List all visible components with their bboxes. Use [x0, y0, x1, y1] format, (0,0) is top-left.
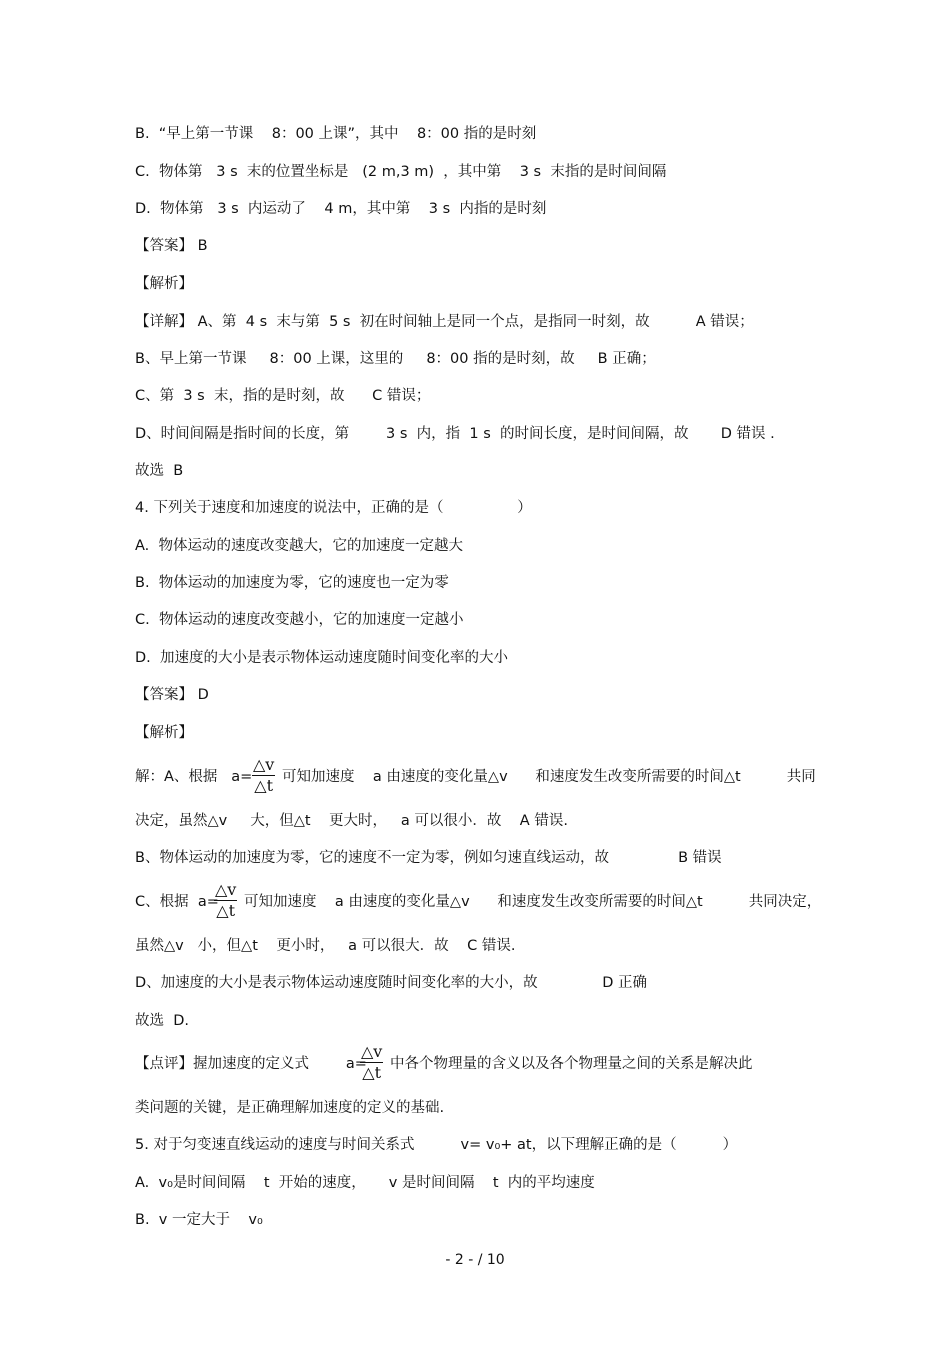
comment-post: 中各个物理量的含义以及各个物理量之间的关系是解决此: [390, 1056, 753, 1072]
fraction-numerator: △v: [361, 1042, 383, 1061]
detail-b: B、早上第一节课 8：00 上课，这里的 8：00 指的是时刻，故 B 正确；: [135, 351, 656, 367]
page-number: - 2 - / 10: [445, 1252, 505, 1268]
line-1: B. “早上第一节课 8：00 上课”，其中 8：00 指的是时刻: [135, 126, 537, 142]
q5-option-a: A. v₀是时间间隔 t 开始的速度， v 是时间间隔 t 内的平均速度: [135, 1175, 595, 1191]
answer-label-2: 【答案】 D: [135, 687, 209, 703]
q4-option-d: D. 加速度的大小是表示物体运动速度随时间变化率的大小: [135, 650, 508, 666]
choice-b: 故选 B: [135, 463, 184, 479]
line-2: C. 物体第 3 s 末的位置坐标是 (2 m,3 m) ，其中第 3 s 末指的是时间间隔: [135, 164, 667, 180]
sol-a-line2: 决定，虽然△v 大，但△t 更大时， a 可以很小．故 A 错误.: [135, 813, 568, 829]
fraction-denominator: △t: [362, 1063, 382, 1082]
fraction-comment: [360, 1043, 383, 1082]
fraction-c: [214, 881, 237, 920]
sol-c-post: 可知加速度 a 由速度的变化量△v 和速度发生改变所需要的时间△t 共同决定，: [244, 894, 822, 910]
question-4: 4. 下列关于速度和加速度的说法中，正确的是（ ）: [135, 500, 532, 516]
analysis-label-2: 【解析】: [135, 725, 193, 741]
fraction-numerator: △v: [253, 755, 275, 774]
fraction-numerator: △v: [215, 880, 237, 899]
q4-option-c: C. 物体运动的速度改变越小，它的加速度一定越小: [135, 612, 464, 628]
answer-label: 【答案】 B: [135, 238, 208, 254]
fraction-denominator: △t: [216, 901, 236, 920]
fraction-a: [252, 756, 275, 795]
detail-a: 【详解】 A、第 4 s 末与第 5 s 初在时间轴上是同一个点，是指同一时刻，故 A 错误；: [135, 314, 754, 330]
line-3: D. 物体第 3 s 内运动了 4 m，其中第 3 s 内指的是时刻: [135, 201, 547, 217]
detail-d: D、时间间隔是指时间的长度，第 3 s 内，指 1 s 的时间长度，是时间间隔，故 D 错误 .: [135, 426, 775, 442]
detail-c: C、第 3 s 末，指的是时刻，故 C 错误；: [135, 388, 431, 404]
sol-c-line2: 虽然△v 小，但△t 更小时， a 可以很大．故 C 错误.: [135, 938, 516, 954]
sol-c-pre: C、根据 a=: [135, 894, 219, 910]
q5-option-b: B. v 一定大于 v₀: [135, 1212, 263, 1228]
sol-a-pre: 解：A、根据 a=: [135, 769, 253, 785]
comment-pre: 【点评】握加速度的定义式 a=: [135, 1056, 367, 1072]
analysis-label: 【解析】: [135, 276, 193, 292]
q4-option-a: A. 物体运动的速度改变越大，它的加速度一定越大: [135, 538, 463, 554]
sol-a-post: 可知加速度 a 由速度的变化量△v 和速度发生改变所需要的时间△t 共同: [282, 769, 816, 785]
sol-choice: 故选 D.: [135, 1013, 189, 1029]
comment-line2: 类问题的关键，是正确理解加速度的定义的基础.: [135, 1100, 445, 1116]
sol-d: D、加速度的大小是表示物体运动速度随时间变化率的大小，故 D 正确: [135, 975, 647, 991]
question-5: 5. 对于匀变速直线运动的速度与时间关系式 v= v₀+ at，以下理解正确的是（ ）: [135, 1137, 738, 1153]
sol-b: B、物体运动的加速度为零，它的速度不一定为零，例如匀速直线运动，故 B 错误: [135, 850, 722, 866]
fraction-denominator: △t: [254, 776, 274, 795]
q4-option-b: B. 物体运动的加速度为零，它的速度也一定为零: [135, 575, 449, 591]
